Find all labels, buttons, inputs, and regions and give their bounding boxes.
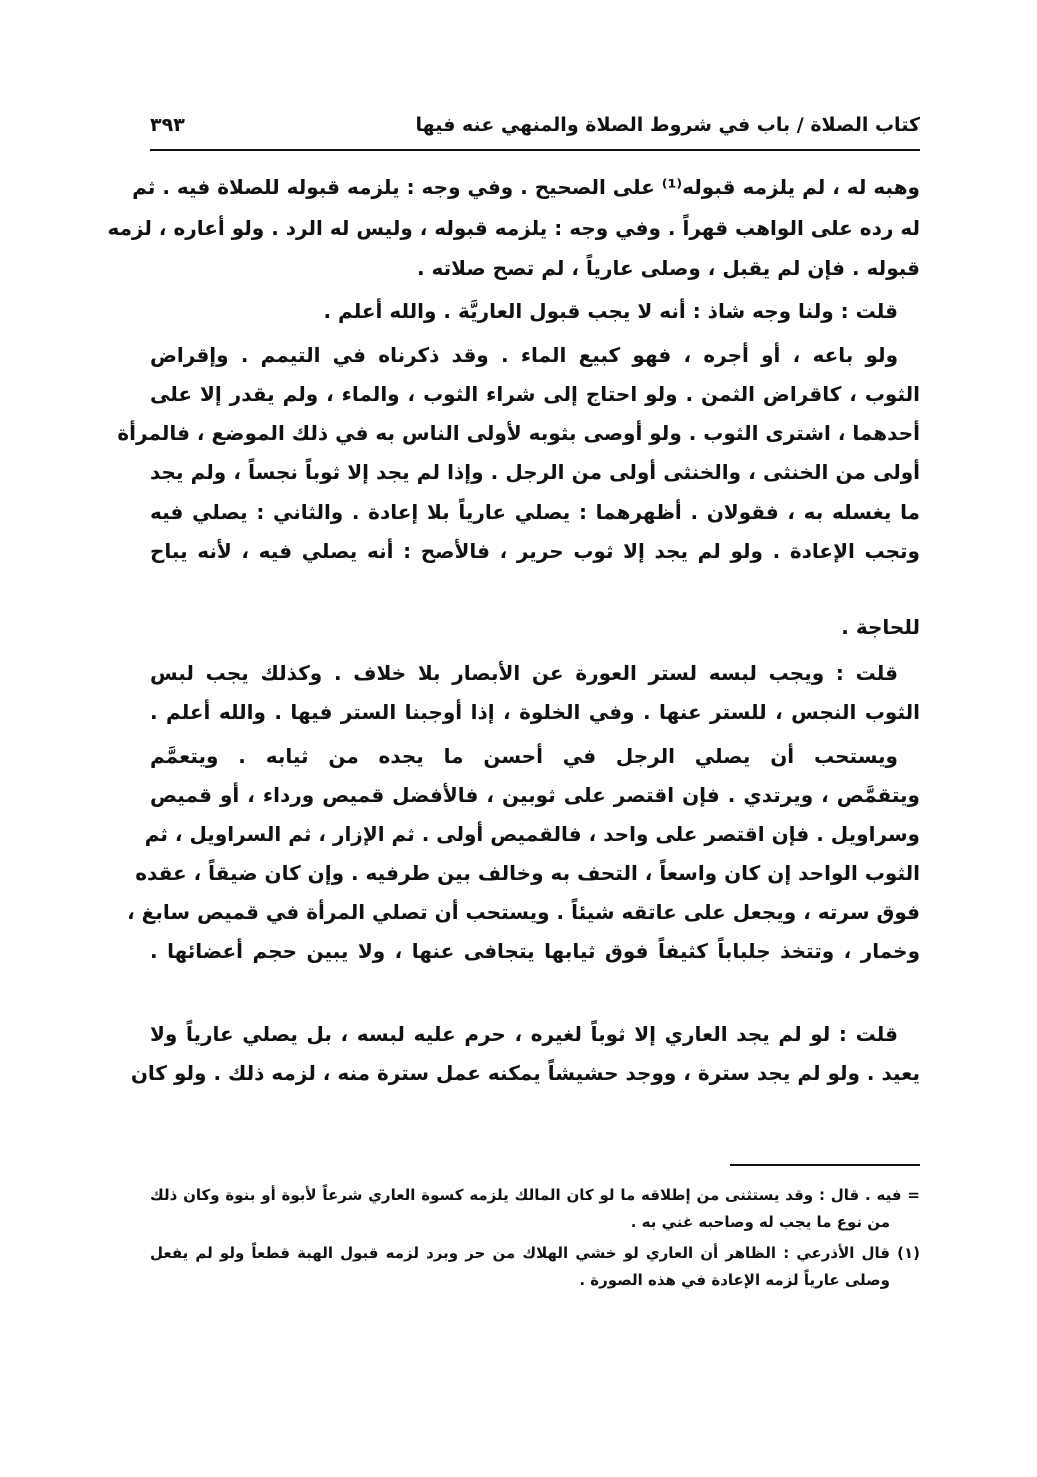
text-line: ما يغسله به ، فقولان . أظهرهما : يصلي عارياً بلا إعادة . والثاني : يصلي فيه bbox=[150, 500, 920, 524]
footnote-line: من نوع ما يجب له وصاحبه غني به . bbox=[630, 1213, 890, 1231]
footnote-line: (١) قال الأذرعي : الظاهر أن العاري لو خشي الهلاك من حر وبرد لزمه قبول الهبة قطعاً ولو لم يفعل bbox=[150, 1244, 920, 1262]
running-header bbox=[150, 108, 920, 144]
text-line: له رده على الواهب قهراً . وفي وجه : يلزمه قبوله ، وليس له الرد . ولو أعاره ، لزمه bbox=[107, 216, 920, 240]
text-line: للحاجة . bbox=[841, 615, 920, 639]
text-line: وتجب الإعادة . ولو لم يجد إلا ثوب حرير ، فالأصح : أنه يصلي فيه ، لأنه يباح bbox=[150, 539, 920, 563]
text-line: قبوله . فإن لم يقبل ، وصلى عارياً ، لم تصح صلاته . bbox=[416, 256, 920, 280]
text-line: فوق سرته ، ويجعل على عاتقه شيئاً . ويستحب أن تصلي المرأة في قميص سابغ ، bbox=[127, 900, 920, 924]
text-line: ولو باعه ، أو أجره ، فهو كبيع الماء . وقد ذكرناه في التيمم . وإقراض bbox=[150, 343, 898, 367]
text-line: يعيد . ولو لم يجد سترة ، ووجد حشيشاً يمكنه عمل سترة منه ، لزمه ذلك . ولو كان bbox=[130, 1061, 920, 1085]
footnote-rule bbox=[730, 1164, 920, 1166]
page-number: ٣٩٣ bbox=[150, 114, 185, 136]
header-rule bbox=[150, 149, 920, 151]
text-line: ويتقمَّص ، ويرتدي . فإن اقتصر على ثوبين ، فالأفضل قميص ورداء ، أو قميص bbox=[150, 783, 920, 807]
text-line: وسراويل . فإن اقتصر على واحد ، فالقميص أولى . ثم الإزار ، ثم السراويل ، ثم bbox=[144, 822, 920, 846]
text-line: أحدهما ، اشترى الثوب . ولو أوصى بثوبه لأولى الناس به في ذلك الموضع ، فالمرأة bbox=[117, 421, 920, 445]
text-line: الثوب ، كاقراض الثمن . ولو احتاج إلى شراء الثوب ، والماء ، ولم يقدر إلا على bbox=[150, 382, 920, 406]
text-line: أولى من الخنثى ، والخنثى أولى من الرجل . وإذا لم يجد إلا ثوباً نجساً ، ولم يجد bbox=[150, 460, 920, 484]
text-line: قلت : ويجب لبسه لستر العورة عن الأبصار بلا خلاف . وكذلك يجب لبس bbox=[150, 661, 898, 685]
text-line: ويستحب أن يصلي الرجل في أحسن ما يجده من ثيابه . ويتعمَّم bbox=[150, 744, 898, 768]
text-line: قلت : لو لم يجد العاري إلا ثوباً لغيره ، حرم عليه لبسه ، بل يصلي عارياً ولا bbox=[150, 1022, 898, 1046]
text-line: الثوب الواحد إن كان واسعاً ، التحف به وخالف بين طرفيه . وإن كان ضيقاً ، عقده bbox=[135, 861, 920, 885]
text-line: الثوب النجس ، للستر عنها . وفي الخلوة ، إذا أوجبنا الستر فيها . والله أعلم . bbox=[150, 700, 920, 724]
text-line: وهبه له ، لم يلزمه قبوله⁽¹⁾ على الصحيح . وفي وجه : يلزمه قبوله للصلاة فيه . ثم bbox=[132, 175, 920, 199]
footnote-line: = فيه . قال : وقد يستثنى من إطلاقه ما لو كان المالك يلزمه كسوة العاري شرعاً لأبوة أو بنوة وكان ذلك bbox=[150, 1186, 920, 1204]
footnote-line: وصلى عارياً لزمه الإعادة في هذه الصورة . bbox=[579, 1271, 890, 1289]
text-line: قلت : ولنا وجه شاذ : أنه لا يجب قبول العاريَّة . والله أعلم . bbox=[323, 299, 898, 323]
text-line: وخمار ، وتتخذ جلباباً كثيفاً فوق ثيابها يتجافى عنها ، ولا يبين حجم أعضائها . bbox=[150, 939, 920, 963]
header-title: كتاب الصلاة / باب في شروط الصلاة والمنهي عنه فيها bbox=[415, 114, 920, 136]
